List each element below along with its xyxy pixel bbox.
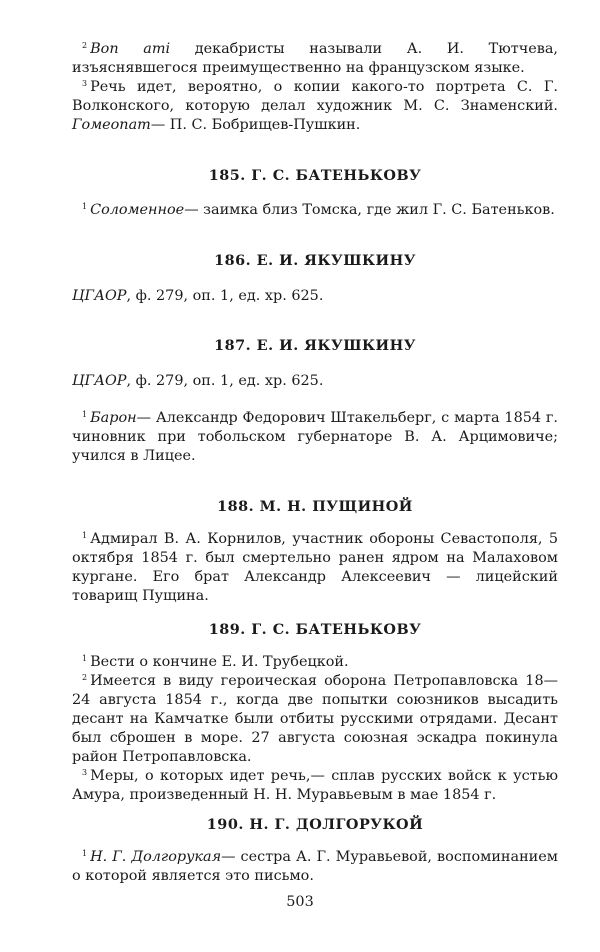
footnote-3	[72, 767, 558, 805]
footnote-text: Меры, о которых идет речь,— сплав русских войск к устью Амура, произведенный Н. Н. Муравьевым в мае 1854 г.	[72, 768, 558, 803]
archive-details: , ф. 279, оп. 1, ед. хр. 625.	[126, 288, 324, 304]
archive-reference	[72, 372, 558, 391]
footnote-2	[72, 672, 558, 767]
footnote-text: — П. С. Бобрищев-Пушкин.	[150, 117, 361, 133]
footnote-marker: 2	[82, 41, 88, 50]
footnote-1	[72, 530, 558, 606]
section-title-185: 185. Г. С. БАТЕНЬКОВУ	[208, 167, 422, 184]
footnote-1	[72, 653, 558, 672]
footnote-term: Bon ami	[90, 41, 171, 57]
section-189-notes	[72, 653, 558, 805]
footnote-text: Вести о кончине Е. И. Трубецкой.	[90, 654, 349, 670]
footnote-marker: 1	[82, 531, 88, 540]
footnote-term: Барон	[90, 410, 137, 426]
section-title-190: 190. Н. Г. ДОЛГОРУКОЙ	[206, 816, 424, 833]
footnote-1	[72, 409, 558, 466]
archive-details: , ф. 279, оп. 1, ед. хр. 625.	[126, 373, 324, 389]
footnote-3	[72, 78, 558, 135]
footnote-marker: 1	[82, 849, 88, 858]
section-185-notes	[72, 201, 558, 220]
footnote-text: Речь идет, вероятно, о копии какого-то портрета С. Г. Волконского, которую делал художник М. С. Знаменский.	[72, 79, 558, 114]
section-186-archive	[72, 287, 558, 306]
section-title-189: 189. Г. С. БАТЕНЬКОВУ	[208, 621, 422, 638]
footnote-marker: 1	[82, 202, 88, 211]
footnote-marker: 2	[82, 673, 88, 682]
footnote-term: Гомеопат	[72, 117, 151, 133]
section-title-186: 186. Е. И. ЯКУШКИНУ	[214, 252, 416, 269]
section-187-notes	[72, 409, 558, 466]
notes-continued	[72, 40, 558, 135]
page-number: 503	[286, 894, 314, 910]
section-188-notes	[72, 530, 558, 606]
archive-name: ЦГАОР	[72, 373, 127, 389]
archive-reference	[72, 287, 558, 306]
footnote-term: Н. Г. Долгорукая	[90, 849, 222, 865]
section-190-notes	[72, 848, 558, 886]
footnote-text: декабристы называли А. И. Тютчева, изъяснявшегося преимущественно на французском языке.	[72, 41, 559, 76]
section-title-187: 187. Е. И. ЯКУШКИНУ	[214, 337, 416, 354]
footnote-marker: 1	[82, 410, 88, 419]
footnote-1	[72, 848, 558, 886]
footnote-term: Соломенное	[90, 202, 185, 218]
footnote-text: — заимка близ Томска, где жил Г. С. Батеньков.	[184, 202, 555, 218]
footnote-marker: 3	[82, 79, 88, 88]
footnote-text: Адмирал В. А. Корнилов, участник обороны Севастополя, 5 октября 1854 г. был смертельно ранен ядром на Малаховом кургане. Его брат Александр Алексеевич — лицейский товарищ Пущина.	[72, 531, 558, 604]
section-title-188: 188. М. Н. ПУЩИНОЙ	[217, 498, 413, 515]
footnote-text: — сестра А. Г. Муравьевой, воспоминанием о которой является это письмо.	[72, 849, 558, 884]
footnote-2	[72, 40, 558, 78]
section-187-archive	[72, 372, 558, 391]
footnote-marker: 3	[82, 768, 88, 777]
footnote-text: — Александр Федорович Штакельберг, с марта 1854 г. чиновник при тобольском губернаторе В. А. Арцимовиче; учился в Лицее.	[72, 410, 558, 464]
footnote-1	[72, 201, 558, 220]
archive-name: ЦГАОР	[72, 288, 127, 304]
footnote-text: Имеется в виду героическая оборона Петропавловска 18—24 августа 1854 г., когда две попытки союзников высадить десант на Камчатке были отбиты русскими отрядами. Десант был сброшен в море. 27 августа союзная эскадра покинула район Петропавловска.	[72, 673, 558, 765]
footnote-marker: 1	[82, 654, 88, 663]
